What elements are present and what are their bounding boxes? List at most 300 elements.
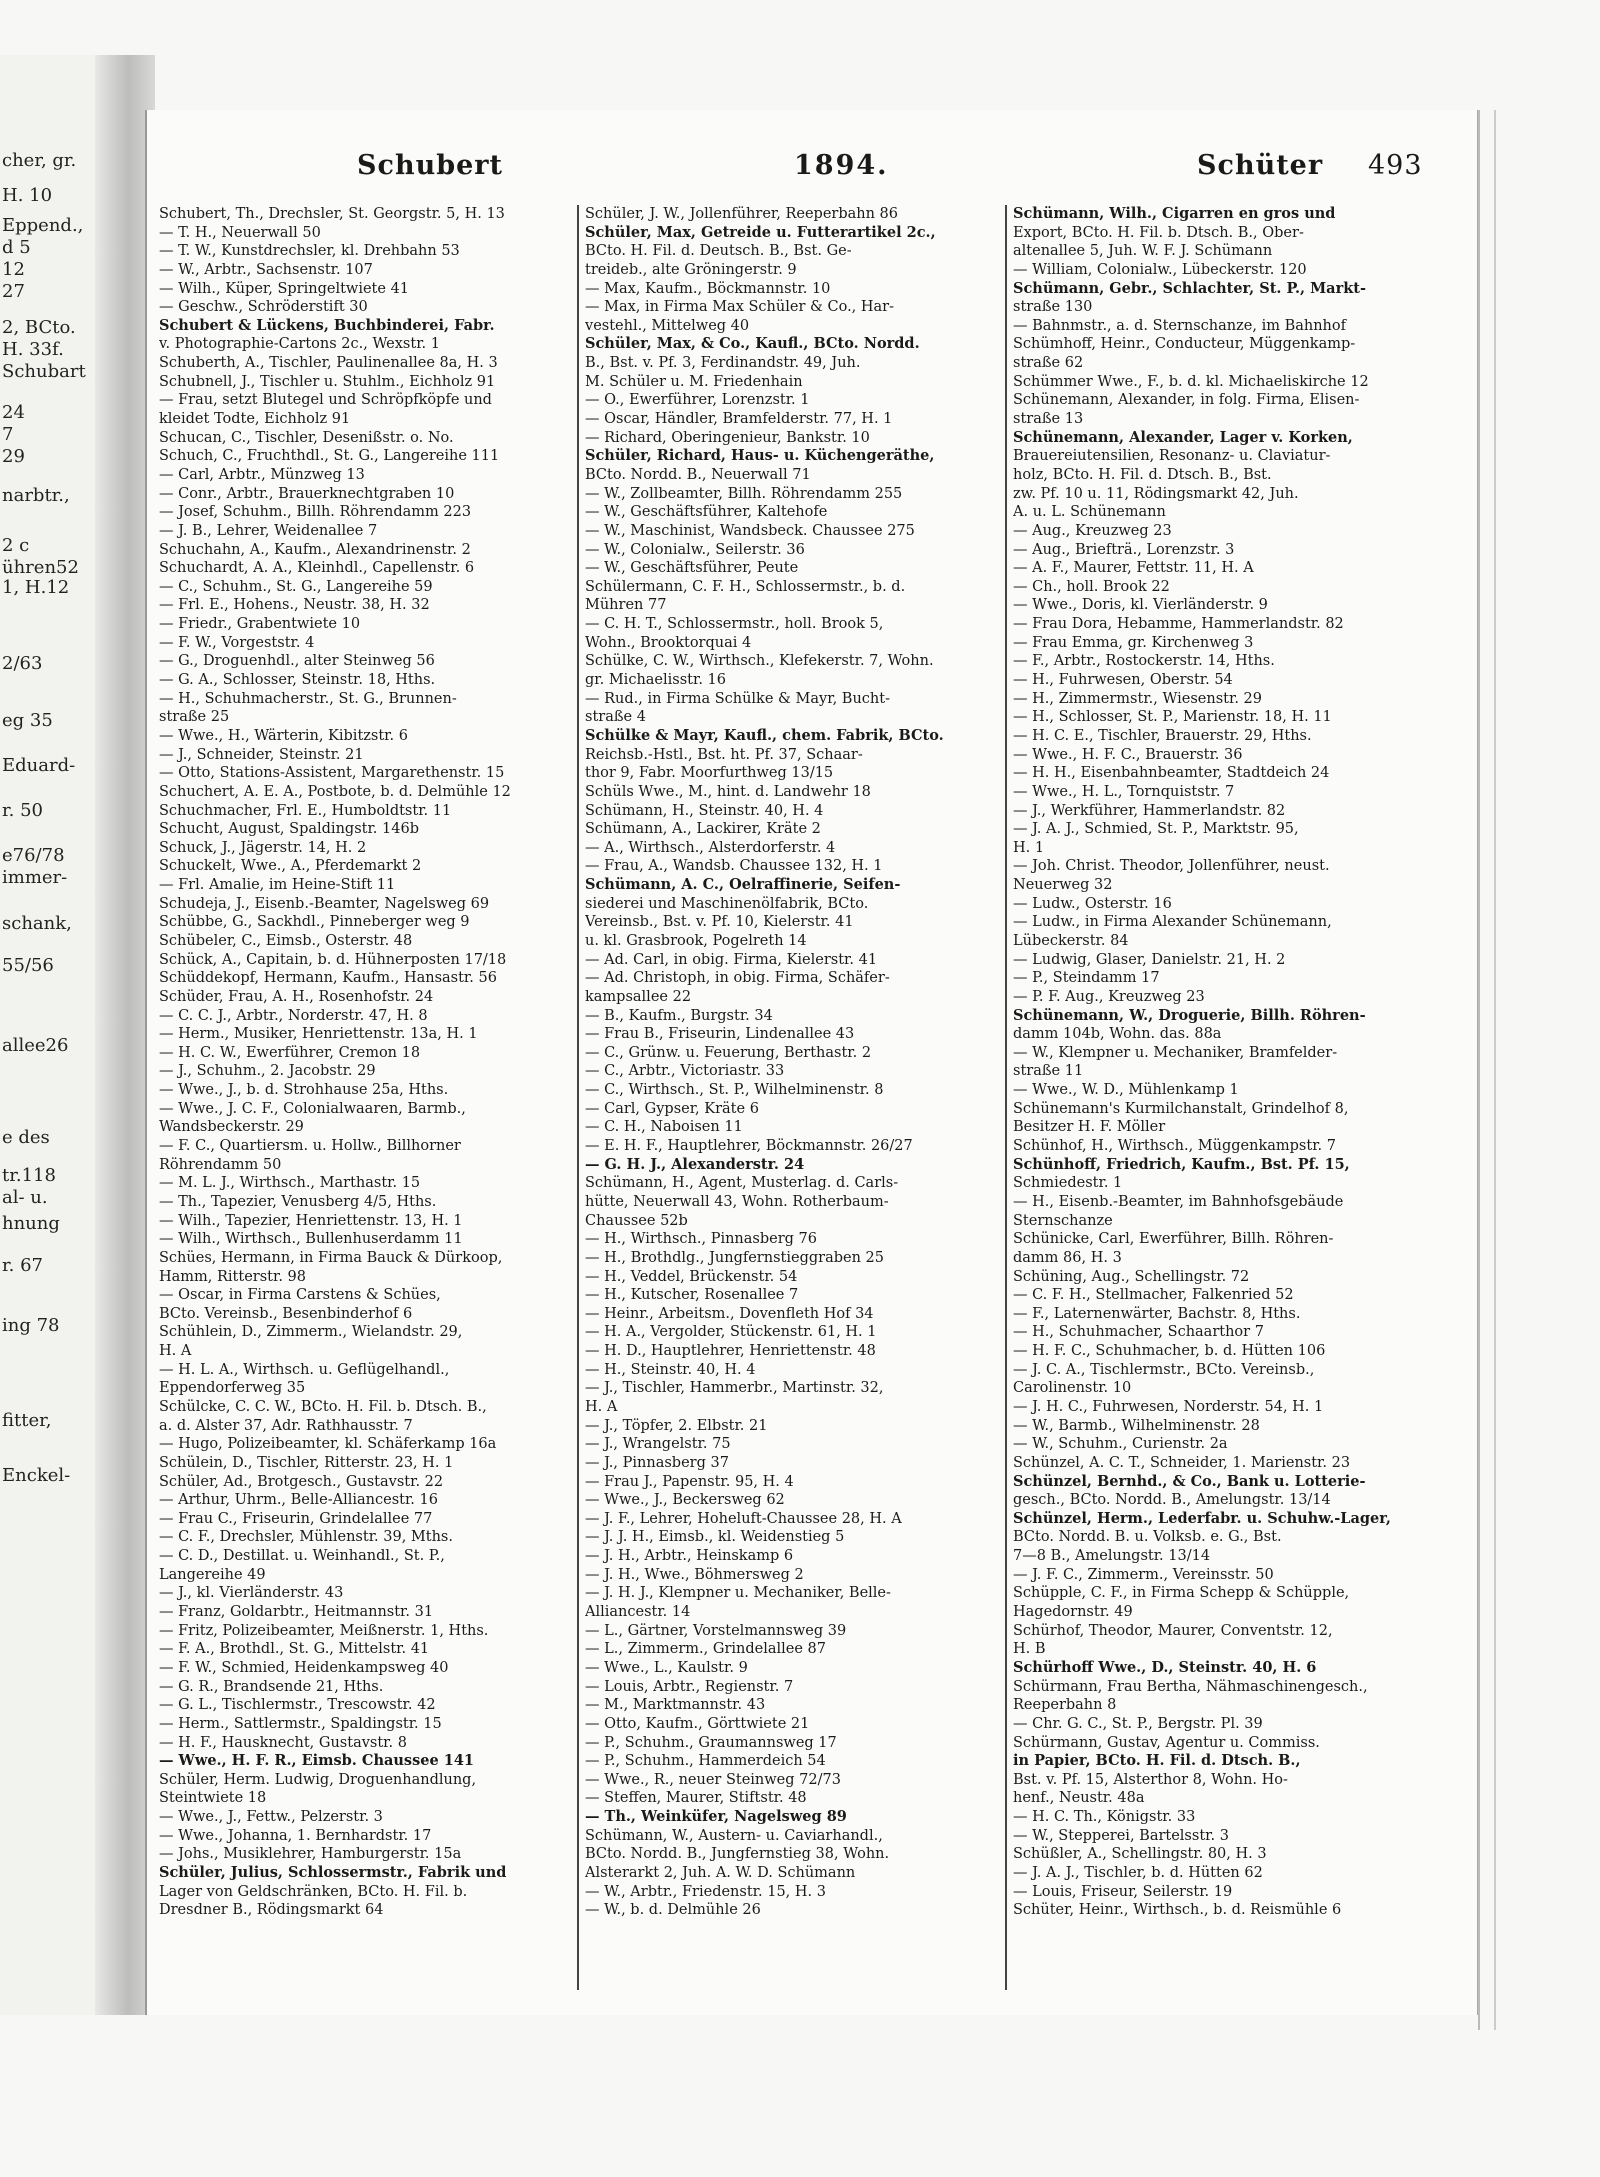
left-page-text-fragment: H. 10 (2, 185, 53, 206)
directory-entry: — Louis, Friseur, Seilerstr. 19 (1013, 1883, 1233, 1900)
directory-entry: — Wwe., Doris, kl. Vierländerstr. 9 (1013, 597, 1268, 614)
directory-entry: — F. W., Schmied, Heidenkampsweg 40 (159, 1659, 449, 1676)
directory-entry: Schümann, W., Austern- u. Caviarhandl., (585, 1827, 883, 1844)
directory-entry: — H. F. C., Schuhmacher, b. d. Hütten 106 (1013, 1343, 1326, 1360)
left-page-text-fragment: immer- (2, 867, 68, 888)
directory-entry: — Frau, A., Wandsb. Chaussee 132, H. 1 (585, 858, 883, 875)
directory-entry: Schürmann, Frau Bertha, Nähmaschinengesch., (1013, 1678, 1368, 1695)
directory-entry: Schües, Hermann, in Firma Bauck & Dürkoop, (159, 1249, 503, 1266)
directory-entry: Schülke, C. W., Wirthsch., Klefekerstr. 7, Wohn. (585, 653, 934, 670)
directory-entry: Schümann, H., Agent, Musterlag. d. Carls- (585, 1175, 899, 1192)
directory-column-1 (159, 205, 571, 1995)
directory-entry: Schubnell, J., Tischler u. Stuhlm., Eichholz 91 (159, 373, 496, 390)
directory-entry: Alsterarkt 2, Juh. A. W. D. Schümann (585, 1865, 856, 1882)
directory-entry: Schubert & Lückens, Buchbinderei, Fabr. (159, 316, 495, 334)
directory-entry: Schüler, Max, Getreide u. Futterartikel 2c., (585, 223, 936, 241)
directory-entry: Steintwiete 18 (159, 1790, 267, 1807)
directory-entry: Schuchmacher, Frl. E., Humboldtstr. 11 (159, 802, 452, 819)
directory-entry: — H., Brothdlg., Jungfernstieggraben 25 (585, 1249, 884, 1266)
left-page-text-fragment: H. 33f. (2, 339, 64, 360)
directory-entry: Chaussee 52b (585, 1212, 688, 1229)
directory-entry: — Ad. Carl, in obig. Firma, Kielerstr. 41 (585, 951, 878, 968)
directory-entry: — Carl, Gypser, Kräte 6 (585, 1100, 759, 1117)
directory-entry: — J. H., Wwe., Böhmersweg 2 (585, 1566, 804, 1583)
directory-entry: — Heinr., Arbeitsm., Dovenfleth Hof 34 (585, 1305, 874, 1322)
directory-entry: — H., Schuhmacherstr., St. G., Brunnen- (159, 690, 457, 707)
directory-entry: — Joh. Christ. Theodor, Jollenführer, neust. (1013, 858, 1330, 875)
directory-entry: Schuckelt, Wwe., A., Pferdemarkt 2 (159, 858, 422, 875)
directory-entry: — T. W., Kunstdrechsler, kl. Drehbahn 53 (159, 243, 460, 260)
directory-entry: — W., Stepperei, Bartelsstr. 3 (1013, 1827, 1229, 1844)
directory-entry: — H., Veddel, Brückenstr. 54 (585, 1268, 798, 1285)
directory-entry: Hamm, Ritterstr. 98 (159, 1268, 307, 1285)
left-page-text-fragment: 1, H.12 (2, 577, 70, 598)
directory-entry: Schucan, C., Tischler, Desenißstr. o. No. (159, 429, 454, 446)
directory-entry: Schüddekopf, Hermann, Kaufm., Hansastr. 56 (159, 970, 497, 987)
directory-entry: — C. F., Drechsler, Mühlenstr. 39, Mths. (159, 1529, 453, 1546)
directory-entry: — H., Eisenb.-Beamter, im Bahnhofsgebäude (1013, 1193, 1344, 1210)
directory-entry: — Frau, setzt Blutegel und Schröpfköpfe und (159, 392, 492, 409)
directory-entry: — J. C. A., Tischlermstr., BCto. Vereinsb., (1013, 1361, 1315, 1378)
directory-entry: Lübeckerstr. 84 (1013, 932, 1129, 949)
left-page-text-fragment: allee26 (2, 1035, 69, 1056)
directory-entry: BCto. Vereinsb., Besenbinderhof 6 (159, 1305, 413, 1322)
directory-entry: — H., Schuhmacher, Schaarthor 7 (1013, 1324, 1264, 1341)
directory-entry: — Rud., in Firma Schülke & Mayr, Bucht- (585, 690, 890, 707)
directory-entry: zw. Pf. 10 u. 11, Rödingsmarkt 42, Juh. (1013, 485, 1299, 502)
directory-entry: — Herm., Musiker, Henriettenstr. 13a, H. 1 (159, 1026, 478, 1043)
directory-entry: — Frau Emma, gr. Kirchenweg 3 (1013, 634, 1254, 651)
directory-entry: — J. H. J., Klempner u. Mechaniker, Belle- (585, 1585, 891, 1602)
directory-entry: Neuerweg 32 (1013, 877, 1113, 894)
directory-entry: — O., Ewerführer, Lorenzstr. 1 (585, 392, 810, 409)
directory-entry: straße 130 (1013, 299, 1093, 316)
directory-entry: — Josef, Schuhm., Billh. Röhrendamm 223 (159, 504, 472, 521)
directory-entry: — Th., Weinküfer, Nagelsweg 89 (585, 1808, 847, 1826)
directory-entry: — H. C. W., Ewerführer, Cremon 18 (159, 1044, 421, 1061)
directory-entry: — Geschw., Schröderstift 30 (159, 299, 368, 316)
directory-entry: H. A (585, 1399, 618, 1415)
left-page-text-fragment: e des (2, 1127, 50, 1148)
directory-entry: BCto. Nordd. B., Neuerwall 71 (585, 466, 811, 483)
directory-page (145, 110, 1479, 2015)
directory-entry: Schünemann, W., Droguerie, Billh. Röhren- (1013, 1006, 1366, 1024)
directory-entry: damm 86, H. 3 (1013, 1249, 1122, 1266)
directory-entry: kleidet Todte, Eichholz 91 (159, 411, 351, 428)
directory-entry: Schübbe, G., Sackhdl., Pinneberger weg 9 (159, 914, 470, 931)
directory-entry: — Frau B., Friseurin, Lindenallee 43 (585, 1026, 855, 1043)
directory-entry: — F., Laternenwärter, Bachstr. 8, Hths. (1013, 1305, 1301, 1322)
directory-entry: H. B (1013, 1641, 1046, 1658)
directory-entry: — G. R., Brandsende 21, Hths. (159, 1678, 384, 1695)
directory-entry: henf., Neustr. 48a (1013, 1790, 1145, 1807)
directory-entry: Schüder, Frau, A. H., Rosenhofstr. 24 (159, 988, 434, 1005)
directory-entry: Eppendorferweg 35 (159, 1380, 306, 1397)
directory-entry: — J. J. H., Eimsb., kl. Weidenstieg 5 (585, 1529, 845, 1546)
directory-entry: Vereinsb., Bst. v. Pf. 10, Kielerstr. 41 (585, 914, 854, 931)
directory-entry: a. d. Alster 37, Adr. Rathhausstr. 7 (159, 1417, 413, 1434)
directory-entry: — M., Marktmannstr. 43 (585, 1697, 766, 1714)
directory-entry: — Ludwig, Glaser, Danielstr. 21, H. 2 (1013, 951, 1286, 968)
directory-entry: Schübeler, C., Eimsb., Osterstr. 48 (159, 932, 413, 949)
directory-entry: — J. H., Arbtr., Heinskamp 6 (585, 1548, 794, 1565)
directory-entry: — Th., Tapezier, Venusberg 4/5, Hths. (159, 1193, 437, 1210)
left-page-text-fragment: r. 50 (2, 800, 43, 821)
directory-entry: Wandsbeckerstr. 29 (159, 1119, 304, 1136)
directory-entry: Schüter, Heinr., Wirthsch., b. d. Reismühle 6 (1013, 1902, 1342, 1919)
directory-entry: Dresdner B., Rödingsmarkt 64 (159, 1902, 384, 1919)
directory-entry: Schuck, J., Jägerstr. 14, H. 2 (159, 839, 367, 856)
directory-entry: — Max, Kaufm., Böckmannstr. 10 (585, 280, 831, 297)
directory-entry: — Wwe., J., Beckersweg 62 (585, 1492, 785, 1509)
directory-entry: A. u. L. Schünemann (1013, 504, 1166, 521)
directory-entry: Schuchert, A. E. A., Postbote, b. d. Delmühle 12 (159, 783, 511, 800)
directory-entry: — W., Arbtr., Friedenstr. 15, H. 3 (585, 1883, 826, 1900)
directory-entry: Schück, A., Capitain, b. d. Hühnerposten 17/18 (159, 951, 507, 968)
directory-entry: — W., Geschäftsführer, Kaltehofe (585, 504, 828, 521)
directory-entry: Schünemann, Alexander, in folg. Firma, Elisen- (1013, 392, 1360, 409)
directory-entry: in Papier, BCto. H. Fil. d. Dtsch. B., (1013, 1752, 1301, 1770)
directory-entry: Schürhof, Theodor, Maurer, Conventstr. 12, (1013, 1622, 1333, 1639)
directory-entry: — Wwe., J., b. d. Strohhause 25a, Hths. (159, 1082, 449, 1099)
directory-entry: — C., Grünw. u. Feuerung, Berthastr. 2 (585, 1044, 872, 1061)
directory-entry: — C. C. J., Arbtr., Norderstr. 47, H. 8 (159, 1007, 428, 1024)
directory-entry: — W., Maschinist, Wandsbeck. Chaussee 275 (585, 522, 915, 539)
page-number: 493 (1368, 150, 1423, 181)
directory-entry: Schubert, Th., Drechsler, St. Georgstr. 5, H. 13 (159, 206, 505, 222)
directory-entry: — Ludw., Osterstr. 16 (1013, 895, 1172, 912)
directory-entry: — L., Zimmerm., Grindelallee 87 (585, 1641, 826, 1658)
directory-entry: — H., Wirthsch., Pinnasberg 76 (585, 1231, 817, 1248)
directory-entry: — Oscar, in Firma Carstens & Schües, (159, 1287, 441, 1304)
column-divider (1005, 205, 1007, 1990)
directory-entry: — J., Schneider, Steinstr. 21 (159, 746, 364, 763)
directory-entry: — J. B., Lehrer, Weidenallee 7 (159, 522, 378, 539)
left-page-text-fragment: 2 c (2, 535, 30, 556)
directory-entry: Schünzel, Herm., Lederfabr. u. Schuhw.-Lager, (1013, 1509, 1391, 1527)
directory-entry: Besitzer H. F. Möller (1013, 1119, 1166, 1136)
left-page-text-fragment: d 5 (2, 237, 31, 258)
left-page-text-fragment: e76/78 (2, 845, 65, 866)
directory-entry: — C., Arbtr., Victoriastr. 33 (585, 1063, 785, 1080)
directory-entry: Reeperbahn 8 (1013, 1697, 1117, 1714)
directory-entry: Schüler, Max, & Co., Kaufl., BCto. Nordd. (585, 335, 920, 353)
directory-entry: Schünemann, Alexander, Lager v. Korken, (1013, 428, 1353, 446)
directory-entry: vestehl., Mittelweg 40 (585, 317, 750, 334)
directory-entry: Schümann, Gebr., Schlachter, St. P., Markt- (1013, 279, 1366, 297)
directory-entry: — Oscar, Händler, Bramfelderstr. 77, H. 1 (585, 411, 893, 428)
directory-entry: — Louis, Arbtr., Regienstr. 7 (585, 1678, 794, 1695)
left-page-text-fragment: Eduard- (2, 755, 76, 776)
left-page-text-fragment: hnung (2, 1213, 60, 1234)
directory-entry: Hagedornstr. 49 (1013, 1604, 1133, 1621)
directory-entry: — H. L. A., Wirthsch. u. Geflügelhandl., (159, 1361, 450, 1378)
page-header (147, 150, 1477, 190)
directory-entry: — Aug., Kreuzweg 23 (1013, 522, 1172, 539)
directory-entry: — Wilh., Tapezier, Henriettenstr. 13, H. 1 (159, 1212, 463, 1229)
directory-entry: H. A (159, 1343, 192, 1360)
directory-entry: — L., Gärtner, Vorstelmannsweg 39 (585, 1622, 847, 1639)
directory-entry: — W., Barmb., Wilhelminenstr. 28 (1013, 1417, 1260, 1434)
directory-entry: treideb., alte Gröningerstr. 9 (585, 261, 797, 278)
directory-entry: — Hugo, Polizeibeamter, kl. Schäferkamp 16a (159, 1436, 497, 1453)
directory-entry: Brauereiutensilien, Resonanz- u. Claviatur- (1013, 448, 1331, 465)
directory-entry: Schünzel, A. C. T., Schneider, 1. Marienstr. 23 (1013, 1454, 1351, 1471)
directory-entry: Schüßler, A., Schellingstr. 80, H. 3 (1013, 1846, 1267, 1863)
left-page-text-fragment: 2/63 (2, 653, 43, 674)
directory-entry: — Otto, Stations-Assistent, Margarethenstr. 15 (159, 765, 505, 782)
directory-entry: Reichsb.-Hstl., Bst. ht. Pf. 37, Schaar- (585, 746, 863, 763)
directory-entry: — W., Geschäftsführer, Peute (585, 560, 799, 577)
directory-entry: Schuchahn, A., Kaufm., Alexandrinenstr. 2 (159, 541, 471, 558)
directory-entry: — H., Fuhrwesen, Oberstr. 54 (1013, 672, 1233, 689)
directory-entry: gr. Michaelisstr. 16 (585, 672, 726, 689)
directory-entry: Schülke & Mayr, Kaufl., chem. Fabrik, BCto. (585, 726, 944, 744)
directory-entry: — Wwe., H. F. C., Brauerstr. 36 (1013, 746, 1243, 763)
directory-entry: — H. C. Th., Königstr. 33 (1013, 1809, 1196, 1826)
directory-entry: Schuch, C., Fruchthdl., St. G., Langereihe 111 (159, 448, 500, 465)
directory-entry: — H. D., Hauptlehrer, Henriettenstr. 48 (585, 1343, 876, 1360)
directory-entry: Schudeja, J., Eisenb.-Beamter, Nagelsweg 69 (159, 895, 490, 912)
directory-entry: — G. A., Schlosser, Steinstr. 18, Hths. (159, 672, 436, 689)
directory-entry: — Ch., holl. Brook 22 (1013, 578, 1170, 595)
left-page-text-fragment: tr.118 (2, 1165, 56, 1186)
directory-entry: — H. A., Vergolder, Stückenstr. 61, H. 1 (585, 1324, 877, 1341)
directory-entry: — W., Klempner u. Mechaniker, Bramfelder- (1013, 1044, 1338, 1061)
directory-entry: Schühlein, D., Zimmerm., Wielandstr. 29, (159, 1324, 463, 1341)
directory-entry: gesch., BCto. Nordd. B., Amelungstr. 13/14 (1013, 1492, 1331, 1509)
directory-entry: Schümann, Wilh., Cigarren en gros und (1013, 205, 1336, 222)
directory-entry: — H. F., Hausknecht, Gustavstr. 8 (159, 1734, 407, 1751)
directory-entry: Schürhoff Wwe., D., Steinstr. 40, H. 6 (1013, 1658, 1317, 1676)
directory-entry: — A., Wirthsch., Alsterdorferstr. 4 (585, 839, 836, 856)
directory-entry: — Wwe., Johanna, 1. Bernhardstr. 17 (159, 1827, 432, 1844)
directory-entry: Schümann, H., Steinstr. 40, H. 4 (585, 802, 824, 819)
directory-entry: straße 62 (1013, 355, 1084, 372)
directory-entry: — H. H., Eisenbahnbeamter, Stadtdeich 24 (1013, 765, 1330, 782)
directory-entry: — P. F. Aug., Kreuzweg 23 (1013, 988, 1205, 1005)
directory-entry: — Wwe., H. F. R., Eimsb. Chaussee 141 (159, 1752, 475, 1770)
directory-entry: Schucht, August, Spaldingstr. 146b (159, 821, 419, 838)
directory-entry: — Aug., Briefträ., Lorenzstr. 3 (1013, 541, 1235, 558)
directory-entry: — Steffen, Maurer, Stiftstr. 48 (585, 1790, 807, 1807)
directory-entry: hütte, Neuerwall 43, Wohn. Rotherbaum- (585, 1193, 889, 1210)
directory-entry: Schüpple, C. F., in Firma Schepp & Schüpple, (1013, 1585, 1350, 1602)
directory-entry: — B., Kaufm., Burgstr. 34 (585, 1007, 773, 1024)
directory-entry: — P., Schuhm., Hammerdeich 54 (585, 1753, 826, 1770)
directory-column-3 (1013, 205, 1425, 1995)
directory-entry: 7—8 B., Amelungstr. 13/14 (1013, 1548, 1211, 1565)
directory-entry: Schünhoff, Friedrich, Kaufm., Bst. Pf. 15, (1013, 1155, 1350, 1173)
directory-entry: straße 13 (1013, 411, 1084, 428)
left-page-text-fragment: 24 (2, 402, 25, 423)
left-page-text-fragment: Eppend., (2, 215, 84, 236)
left-page-text-fragment: schank, (2, 913, 72, 934)
directory-entry: Schümann, A., Lackirer, Kräte 2 (585, 821, 821, 838)
directory-entry: — C. H. T., Schlossermstr., holl. Brook 5, (585, 616, 884, 633)
left-page-text-fragment: al- u. (2, 1187, 48, 1208)
directory-entry: Langereihe 49 (159, 1566, 266, 1583)
header-year: 1894. (794, 150, 889, 181)
directory-entry: u. kl. Grasbrook, Pogelreth 14 (585, 932, 807, 949)
directory-entry: Schümann, A. C., Oelraffinerie, Seifen- (585, 876, 901, 894)
directory-entry: Schuchardt, A. A., Kleinhdl., Capellenstr. 6 (159, 560, 475, 577)
directory-column-2 (585, 205, 997, 1995)
directory-entry: — Max, in Firma Max Schüler & Co., Har- (585, 299, 895, 316)
directory-entry: Export, BCto. H. Fil. b. Dtsch. B., Ober- (1013, 224, 1304, 241)
left-page-text-fragment: 2, BCto. (2, 317, 76, 338)
directory-entry: — Wilh., Wirthsch., Bullenhuserdamm 11 (159, 1231, 463, 1248)
directory-entry: — Johs., Musiklehrer, Hamburgerstr. 15a (159, 1846, 462, 1863)
directory-entry: — C., Schuhm., St. G., Langereihe 59 (159, 578, 433, 595)
directory-entry: — G. H. J., Alexanderstr. 24 (585, 1155, 805, 1173)
directory-entry: — Frau Dora, Hebamme, Hammerlandstr. 82 (1013, 616, 1344, 633)
header-first-entry: Schubert (357, 150, 503, 181)
directory-entry: — Arthur, Uhrm., Belle-Alliancestr. 16 (159, 1492, 438, 1509)
directory-entry: B., Bst. v. Pf. 3, Ferdinandstr. 49, Juh. (585, 355, 861, 372)
directory-entry: — J., Töpfer, 2. Elbstr. 21 (585, 1417, 768, 1434)
header-last-entry: Schüter (1197, 150, 1324, 181)
directory-entry: — J., Werkführer, Hammerlandstr. 82 (1013, 802, 1286, 819)
left-page-text-fragment: cher, gr. (2, 150, 77, 171)
directory-entry: — Wwe., L., Kaulstr. 9 (585, 1659, 748, 1676)
directory-entry: — Wwe., J., Fettw., Pelzerstr. 3 (159, 1809, 383, 1826)
directory-entry: — Chr. G. C., St. P., Bergstr. Pl. 39 (1013, 1715, 1263, 1732)
directory-entry: Schümmer Wwe., F., b. d. kl. Michaeliskirche 12 (1013, 373, 1369, 390)
directory-entry: — J. F. C., Zimmerm., Vereinsstr. 50 (1013, 1566, 1274, 1583)
directory-entry: — Ad. Christoph, in obig. Firma, Schäfer- (585, 970, 890, 987)
directory-entry: — H. C. E., Tischler, Brauerstr. 29, Hths. (1013, 727, 1312, 744)
directory-entry: Schüler, Herm. Ludwig, Droguenhandlung, (159, 1771, 477, 1788)
directory-entry: — C. F. H., Stellmacher, Falkenried 52 (1013, 1287, 1294, 1304)
directory-entry: — Bahnmstr., a. d. Sternschanze, im Bahnhof (1013, 317, 1346, 334)
directory-entry: — Frau C., Friseurin, Grindelallee 77 (159, 1510, 433, 1527)
left-page-text-fragment: narbtr., (2, 485, 70, 506)
directory-entry: Schülermann, C. F. H., Schlossermstr., b. d. (585, 578, 906, 595)
directory-entry: — J., Tischler, Hammerbr., Martinstr. 32, (585, 1380, 884, 1397)
directory-entry: — J., kl. Vierländerstr. 43 (159, 1585, 344, 1602)
directory-entry: straße 4 (585, 709, 646, 726)
directory-entry: — C. H., Naboisen 11 (585, 1119, 743, 1136)
directory-entry: Mühren 77 (585, 597, 667, 614)
directory-entry: Schürmann, Gustav, Agentur u. Commiss. (1013, 1734, 1320, 1751)
directory-entry: Schüler, Richard, Haus- u. Küchengeräthe, (585, 447, 935, 465)
directory-entry: — G., Droguenhdl., alter Steinweg 56 (159, 653, 435, 670)
left-page-text-fragment: r. 67 (2, 1255, 43, 1276)
directory-entry: BCto. H. Fil. d. Deutsch. B., Bst. Ge- (585, 243, 852, 260)
directory-entry: Schülein, D., Tischler, Ritterstr. 23, H. 1 (159, 1454, 454, 1471)
directory-entry: siederei und Maschinenölfabrik, BCto. (585, 895, 869, 912)
directory-entry: — C., Wirthsch., St. P., Wilhelminenstr. 8 (585, 1082, 884, 1099)
directory-entry: Schümhoff, Heinr., Conducteur, Müggenkamp- (1013, 336, 1356, 353)
directory-entry: Schüler, Ad., Brotgesch., Gustavstr. 22 (159, 1473, 444, 1490)
directory-entry: — W., Schuhm., Curienstr. 2a (1013, 1436, 1228, 1453)
left-page-text-fragment: 29 (2, 446, 25, 467)
directory-entry: Schüls Wwe., M., hint. d. Landwehr 18 (585, 783, 871, 800)
page-edge (1478, 110, 1496, 2030)
directory-entry: — Herm., Sattlermstr., Spaldingstr. 15 (159, 1715, 442, 1732)
directory-entry: — Wilh., Küper, Springeltwiete 41 (159, 280, 410, 297)
directory-entry: BCto. Nordd. B. u. Volksb. e. G., Bst. (1013, 1529, 1282, 1546)
directory-entry: — C. D., Destillat. u. Weinhandl., St. P., (159, 1548, 445, 1565)
directory-entry: — T. H., Neuerwall 50 (159, 224, 321, 241)
directory-entry: — Friedr., Grabentwiete 10 (159, 616, 361, 633)
directory-entry: — Wwe., H., Wärterin, Kibitzstr. 6 (159, 727, 408, 744)
directory-entry: kampsallee 22 (585, 988, 692, 1005)
directory-entry: Schmiedestr. 1 (1013, 1175, 1123, 1192)
directory-entry: — H., Zimmermstr., Wiesenstr. 29 (1013, 690, 1262, 707)
directory-entry: Schünicke, Carl, Ewerführer, Billh. Röhren- (1013, 1231, 1334, 1248)
directory-entry: Sternschanze (1013, 1212, 1113, 1229)
directory-entry: — Wwe., W. D., Mühlenkamp 1 (1013, 1082, 1239, 1099)
directory-entry: — J., Schuhm., 2. Jacobstr. 29 (159, 1063, 376, 1080)
directory-entry: — Frl. Amalie, im Heine-Stift 11 (159, 877, 396, 894)
directory-entry: BCto. Nordd. B., Jungfernstieg 38, Wohn. (585, 1846, 890, 1863)
directory-entry: — Frl. E., Hohens., Neustr. 38, H. 32 (159, 597, 430, 614)
directory-entry: — William, Colonialw., Lübeckerstr. 120 (1013, 261, 1307, 278)
directory-entry: Röhrendamm 50 (159, 1156, 282, 1173)
left-page-text-fragment: ing 78 (2, 1315, 60, 1336)
left-page-text-fragment: 55/56 (2, 955, 54, 976)
column-divider (577, 205, 579, 1990)
directory-entry: damm 104b, Wohn. das. 88a (1013, 1026, 1222, 1043)
directory-entry: altenallee 5, Juh. W. F. J. Schümann (1013, 243, 1273, 260)
directory-entry: holz, BCto. H. Fil. d. Dtsch. B., Bst. (1013, 466, 1272, 483)
directory-entry: — J. H. C., Fuhrwesen, Norderstr. 54, H. 1 (1013, 1399, 1324, 1415)
left-page-text-fragment: eg 35 (2, 710, 53, 731)
directory-entry: — J. A. J., Schmied, St. P., Marktstr. 95, (1013, 821, 1299, 838)
directory-entry: — W., Colonialw., Seilerstr. 36 (585, 541, 805, 558)
directory-entry: — F. C., Quartiersm. u. Hollw., Billhorner (159, 1138, 461, 1155)
directory-entry: Schüler, J. W., Jollenführer, Reeperbahn 86 (585, 206, 898, 222)
directory-entry: Schüler, Julius, Schlossermstr., Fabrik und (159, 1864, 507, 1882)
directory-entry: — Wwe., H. L., Tornquiststr. 7 (1013, 783, 1235, 800)
directory-entry: thor 9, Fabr. Moorfurthweg 13/15 (585, 765, 834, 782)
directory-entry: — J., Pinnasberg 37 (585, 1454, 729, 1471)
directory-entry: Alliancestr. 14 (585, 1604, 691, 1621)
directory-entry: — H., Steinstr. 40, H. 4 (585, 1361, 756, 1378)
directory-entry: — G. L., Tischlermstr., Trescowstr. 42 (159, 1697, 436, 1714)
directory-entry: Schünhof, H., Wirthsch., Müggenkampstr. 7 (1013, 1138, 1336, 1155)
directory-entry: — Carl, Arbtr., Münzweg 13 (159, 466, 365, 483)
directory-entry: Schüning, Aug., Schellingstr. 72 (1013, 1268, 1250, 1285)
directory-entry: — Frau J., Papenstr. 95, H. 4 (585, 1473, 794, 1490)
directory-entry: Bst. v. Pf. 15, Alsterthor 8, Wohn. Ho- (1013, 1771, 1288, 1788)
directory-entry: — P., Steindamm 17 (1013, 970, 1160, 987)
directory-entry: Schünemann's Kurmilchanstalt, Grindelhof 8, (1013, 1100, 1349, 1117)
directory-entry: Schuberth, A., Tischler, Paulinenallee 8a, H. 3 (159, 355, 498, 372)
directory-entry: Schülcke, C. C. W., BCto. H. Fil. b. Dtsch. B., (159, 1399, 487, 1415)
directory-entry: M. Schüler u. M. Friedenhain (585, 373, 803, 390)
directory-entry: — Wwe., J. C. F., Colonialwaaren, Barmb., (159, 1100, 466, 1117)
left-page-text-fragment: 7 (2, 424, 14, 445)
directory-entry: — E. H. F., Hauptlehrer, Böckmannstr. 26/27 (585, 1138, 913, 1155)
left-page-text-fragment: Schubart (2, 361, 86, 382)
left-page-text-fragment: 12 (2, 259, 25, 280)
directory-entry: Schünzel, Bernhd., & Co., Bank u. Lotterie- (1013, 1472, 1366, 1490)
directory-entry: — Richard, Oberingenieur, Bankstr. 10 (585, 429, 870, 446)
directory-entry: v. Photographie-Cartons 2c., Wexstr. 1 (159, 336, 440, 353)
directory-entry: — P., Schuhm., Graumannsweg 17 (585, 1734, 837, 1751)
directory-entry: — W., b. d. Delmühle 26 (585, 1902, 761, 1919)
directory-entry: — Conr., Arbtr., Brauerknechtgraben 10 (159, 485, 455, 502)
left-page-text-fragment: 27 (2, 281, 25, 302)
directory-entry: straße 25 (159, 709, 230, 726)
directory-entry: — J. F., Lehrer, Hoheluft-Chaussee 28, H. A (585, 1510, 902, 1527)
directory-entry: — W., Arbtr., Sachsenstr. 107 (159, 261, 373, 278)
left-page-text-fragment: fitter, (2, 1410, 52, 1431)
left-page-text-fragment: Enckel- (2, 1465, 71, 1486)
